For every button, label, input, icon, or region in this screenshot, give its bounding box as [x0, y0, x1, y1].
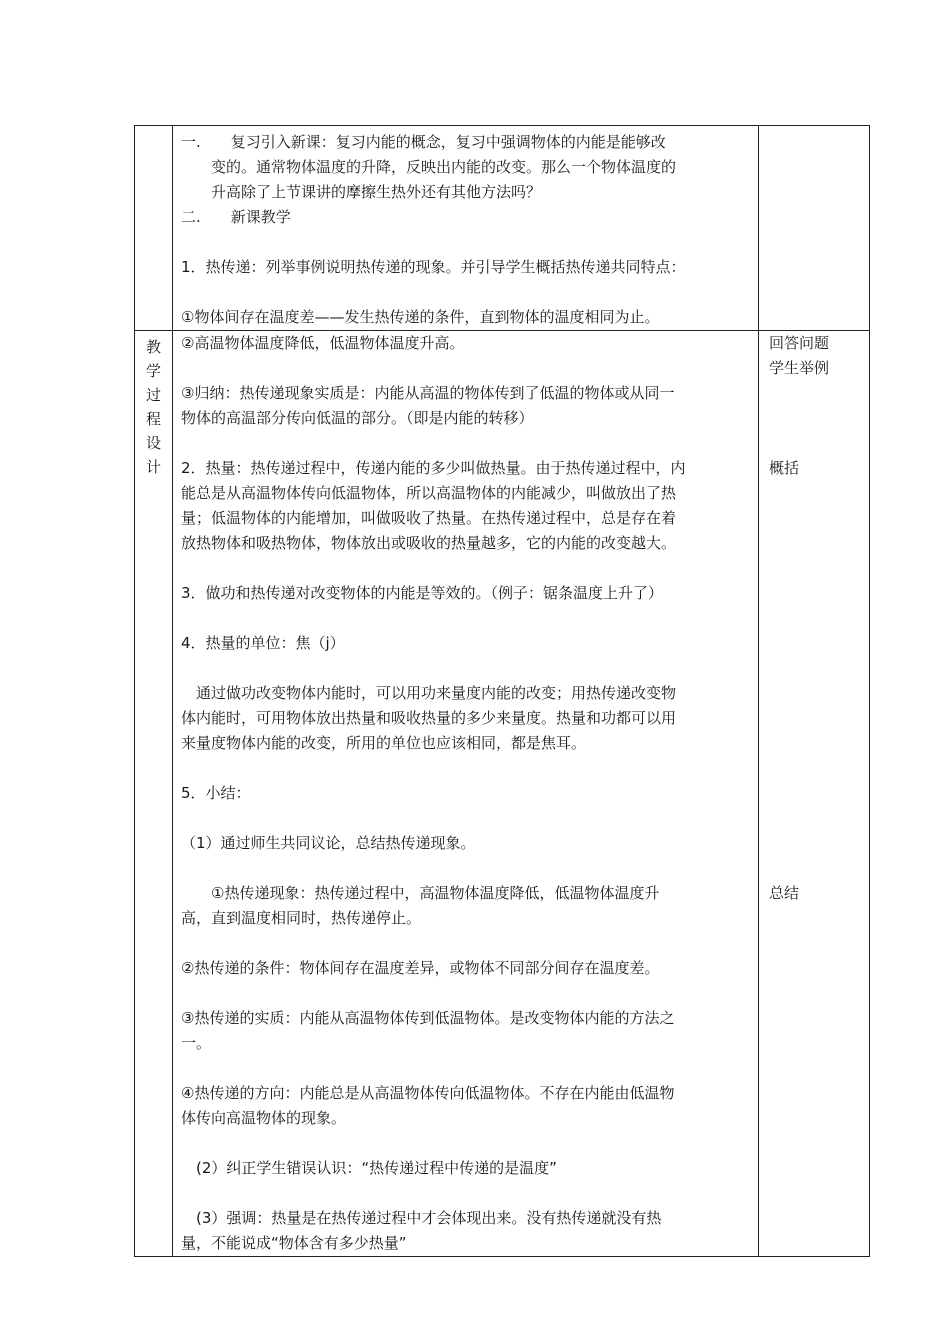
text-line [181, 656, 758, 681]
intro-text [173, 126, 758, 330]
text-line: ②热传递的条件：物体间存在温度差异，或物体不同部分间存在温度差。 [181, 959, 660, 977]
note-line [769, 556, 869, 581]
text-line: 来量度物体内能的改变，所用的单位也应该相同，都是焦耳。 [181, 734, 587, 752]
text-line: ③归纳：热传递现象实质是：内能从高温的物体传到了低温的物体或从同一 [181, 384, 675, 402]
text-line: 4．热量的单位：焦（j） [181, 634, 345, 652]
note-line [769, 681, 869, 706]
note-line: 回答问题 [769, 334, 830, 352]
text-line: ②高温物体温度降低，低温物体温度升高。 [181, 334, 465, 352]
text-line: 体传向高温物体的现象。 [181, 1109, 347, 1127]
text-line [181, 931, 758, 956]
text-line [181, 806, 758, 831]
text-line: 通过做功改变物体内能时，可以用功来量度内能的改变；用热传递改变物 [181, 684, 677, 702]
note-line [769, 631, 869, 656]
text-line [181, 280, 758, 305]
label-char: 程 [145, 410, 161, 428]
text-line [181, 981, 758, 1006]
note-line [769, 506, 869, 531]
text-line: 二. 新课教学 [181, 208, 291, 226]
main-content-cell [173, 331, 759, 1257]
text-line: 能总是从高温物体传向低温物体，所以高温物体的内能减少，叫做放出了热 [181, 484, 677, 502]
text-line: 高，直到温度相同时，热传递停止。 [181, 909, 422, 927]
text-line [181, 556, 758, 581]
text-line [181, 606, 758, 631]
note-line: 总结 [769, 884, 800, 902]
table-row [135, 331, 870, 1257]
text-line: （1）通过师生共同议论，总结热传递现象。 [181, 834, 476, 852]
note-line [769, 606, 869, 631]
text-line: ①热传递现象：热传递过程中，高温物体温度降低，低温物体温度升 [181, 884, 660, 902]
text-line: 3．做功和热传递对改变物体的内能是等效的。（例子：锯条温度上升了） [181, 584, 664, 602]
text-line: 1．热传递：列举事例说明热传递的现象。并引导学生概括热传递共同特点： [181, 258, 686, 276]
text-line [181, 856, 758, 881]
text-line [181, 756, 758, 781]
label-char: 过 [145, 386, 161, 404]
text-line: (3）强调：热量是在热传递过程中才会体现出来。没有热传递就没有热 [181, 1209, 662, 1227]
note-line [769, 731, 869, 756]
note-line [769, 431, 869, 456]
lesson-body-text [173, 331, 758, 1256]
text-line: 放热物体和吸热物体，物体放出或吸收的热量越多，它的内能的改变越大。 [181, 534, 677, 552]
text-line: 量，不能说成“物体含有多少热量” [181, 1234, 407, 1252]
text-line: 5．小结： [181, 784, 251, 802]
text-line: ①物体间存在温度差——发生热传递的条件，直到物体的温度相同为止。 [181, 308, 660, 326]
note-line: 概括 [769, 459, 800, 477]
table-row [135, 126, 870, 331]
note-line [769, 756, 869, 781]
note-line [769, 381, 869, 406]
text-line: 一. 复习引入新课：复习内能的概念，复习中强调物体的内能是能够改 [181, 133, 666, 151]
note-line [769, 406, 869, 431]
text-line: 变的。通常物体温度的升降，反映出内能的改变。那么一个物体温度的 [181, 158, 677, 176]
text-line [181, 431, 758, 456]
section-label-cell [135, 331, 173, 1257]
text-line: 升高除了上节课讲的摩擦生热外还有其他方法吗？ [181, 183, 542, 201]
text-line [181, 356, 758, 381]
note-line: 学生举例 [769, 359, 830, 377]
activity-notes-cell [759, 331, 870, 1257]
text-line: 物体的高温部分传向低温的部分。（即是内能的转移） [181, 409, 534, 427]
text-line: 2．热量：热传递过程中，传递内能的多少叫做热量。由于热传递过程中，内 [181, 459, 686, 477]
note-line [769, 856, 869, 881]
activity-notes [759, 331, 869, 906]
empty-label-cell [135, 126, 173, 331]
main-content-cell [173, 126, 759, 331]
label-char: 计 [145, 458, 161, 476]
note-line [769, 831, 869, 856]
lesson-plan-table [134, 125, 870, 1257]
text-line: 一。 [181, 1034, 212, 1052]
section-label [135, 331, 172, 479]
label-char: 学 [145, 362, 161, 380]
text-line: 体内能时，可用物体放出热量和吸收热量的多少来量度。热量和功都可以用 [181, 709, 677, 727]
note-line [769, 581, 869, 606]
label-char: 教 [145, 338, 161, 356]
empty-side-cell [759, 126, 870, 331]
text-line: ③热传递的实质：内能从高温物体传到低温物体。是改变物体内能的方法之 [181, 1009, 675, 1027]
note-line [769, 481, 869, 506]
note-line [769, 706, 869, 731]
text-line: (2）纠正学生错误认识：“热传递过程中传递的是温度” [181, 1159, 557, 1177]
note-line [769, 806, 869, 831]
text-line [181, 1056, 758, 1081]
text-line: 量；低温物体的内能增加，叫做吸收了热量。在热传递过程中，总是存在着 [181, 509, 677, 527]
note-line [769, 781, 869, 806]
text-line: ④热传递的方向：内能总是从高温物体传向低温物体。不存在内能由低温物 [181, 1084, 675, 1102]
note-line [769, 656, 869, 681]
text-line [181, 1181, 758, 1206]
label-char: 设 [145, 434, 161, 452]
note-line [769, 531, 869, 556]
text-line [181, 1131, 758, 1156]
text-line [181, 230, 758, 255]
